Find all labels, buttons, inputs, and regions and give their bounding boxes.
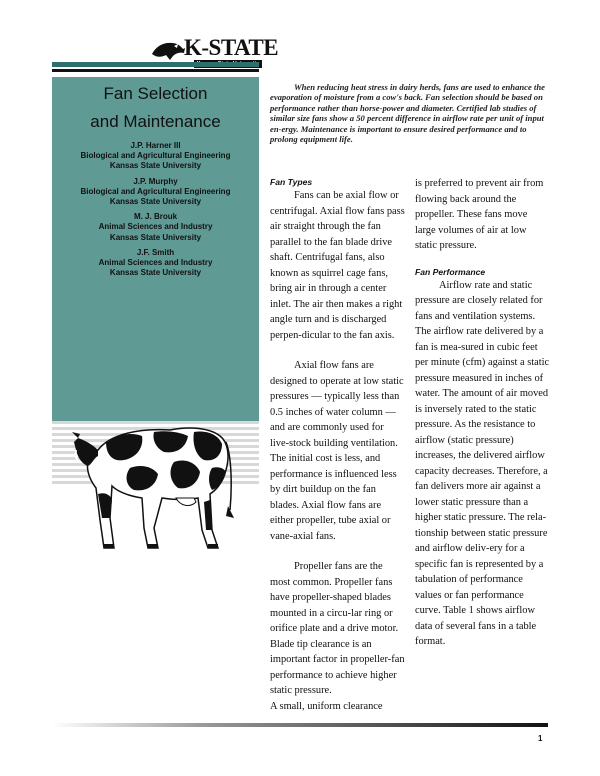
holstein-cow-illustration: [70, 398, 250, 558]
author-entry: [52, 248, 259, 279]
author-dept: Animal Sciences and Industry: [98, 222, 213, 232]
author-univ: Kansas State University: [109, 161, 202, 171]
paragraph: Fans can be axial flow or centrifugal. Axial flow fans pass air straight through the fan parallel to the fan blade drive shaft. Centrifugal fans, also known as squirrel cage fans, bring air in through a center inlet. The air then makes a right angle turn and is discharged perpen-dicular to the fan axis.: [270, 190, 405, 341]
author-name: J.P. Murphy: [133, 176, 178, 186]
title-line-2: and Maintenance: [90, 112, 221, 131]
logo-wordmark: K-STATE: [184, 35, 279, 60]
heading-fan-types: Fan Types: [270, 177, 313, 187]
title-line-1: Fan Selection: [103, 84, 208, 103]
author-dept: Biological and Agricultural Engineering: [80, 151, 231, 161]
author-entry: [52, 141, 259, 172]
author-dept: Biological and Agricultural Engineering: [80, 186, 231, 196]
author-name: J.P. Harner III: [130, 141, 181, 150]
author-univ: Kansas State University: [109, 268, 202, 278]
column-left: [270, 176, 405, 714]
abstract: When reducing heat stress in dairy herds, fans are used to enhance the evaporation of moisture from a cow's back. Fan selection should be based on performance rather than horse-power and diameter. Certified lab studies of similar size fans show a 50 percent difference in airflow rate per unit of input en-ergy. Maintenance is important to ensure desired performance and to prolong equipment life.: [270, 82, 545, 145]
footer-rule: [52, 723, 548, 727]
column-right: [415, 176, 550, 650]
paragraph-continuation: is preferred to prevent air from flowing back around the propeller. These fans move large volumes of air at low static pressure.: [415, 178, 544, 251]
header-rule-black: [52, 69, 259, 72]
title-panel: [52, 77, 259, 421]
heading-fan-performance: Fan Performance: [415, 266, 486, 277]
author-name: J.F. Smith: [136, 247, 175, 257]
paragraph: Airflow rate and static pressure are closely related for fans and ventilation systems. The airflow rate delivered by a fan is mea-sured in cubic feet per minute (cfm) against a static pressure measured in inches of water. The amount of air moved is inversely rated to the static pressure. As the resistance to airflow (static pressure) increases, the delivered airflow capacity decreases. Therefore, a fan delivers more air against a lower static pressure than a higher static pressure. The rela-tionship between static pressure and airflow deliv-ery for a specific fan is represented by a tabulation of performance values or fan performance curve. Table 1 shows airflow data of several fans in a table format.: [415, 279, 550, 647]
paragraph: Propeller fans are the most common. Propeller fans have propeller-shaped blades mounted in a circu-lar ring or orifice plate and a drive motor. Blade tip clearance is an important factor in propeller-fan performance to achieve higher static pressure.: [270, 561, 405, 696]
author-list: [52, 141, 259, 283]
author-entry: [52, 212, 259, 243]
author-univ: Kansas State University: [109, 232, 202, 242]
page-number: 1: [538, 734, 543, 743]
wildcat-icon: [150, 40, 186, 62]
author-entry: [52, 177, 259, 208]
header-rule-teal: [52, 62, 259, 67]
author-dept: Animal Sciences and Industry: [98, 258, 213, 268]
paragraph: Axial flow fans are designed to operate at low static pressures — typically less than 0.5 inches of water column — and are commonly used for live-stock building ventilation. The initial cost is less, and performance is influenced less by dirt buildup on the fan blades. Axial flow fans are either propeller, tube axial or vane-axial fans.: [270, 360, 404, 542]
paragraph-continuation-start: A small, uniform clearance: [270, 700, 383, 712]
author-univ: Kansas State University: [109, 197, 202, 207]
author-name: M. J. Brouk: [133, 212, 178, 222]
